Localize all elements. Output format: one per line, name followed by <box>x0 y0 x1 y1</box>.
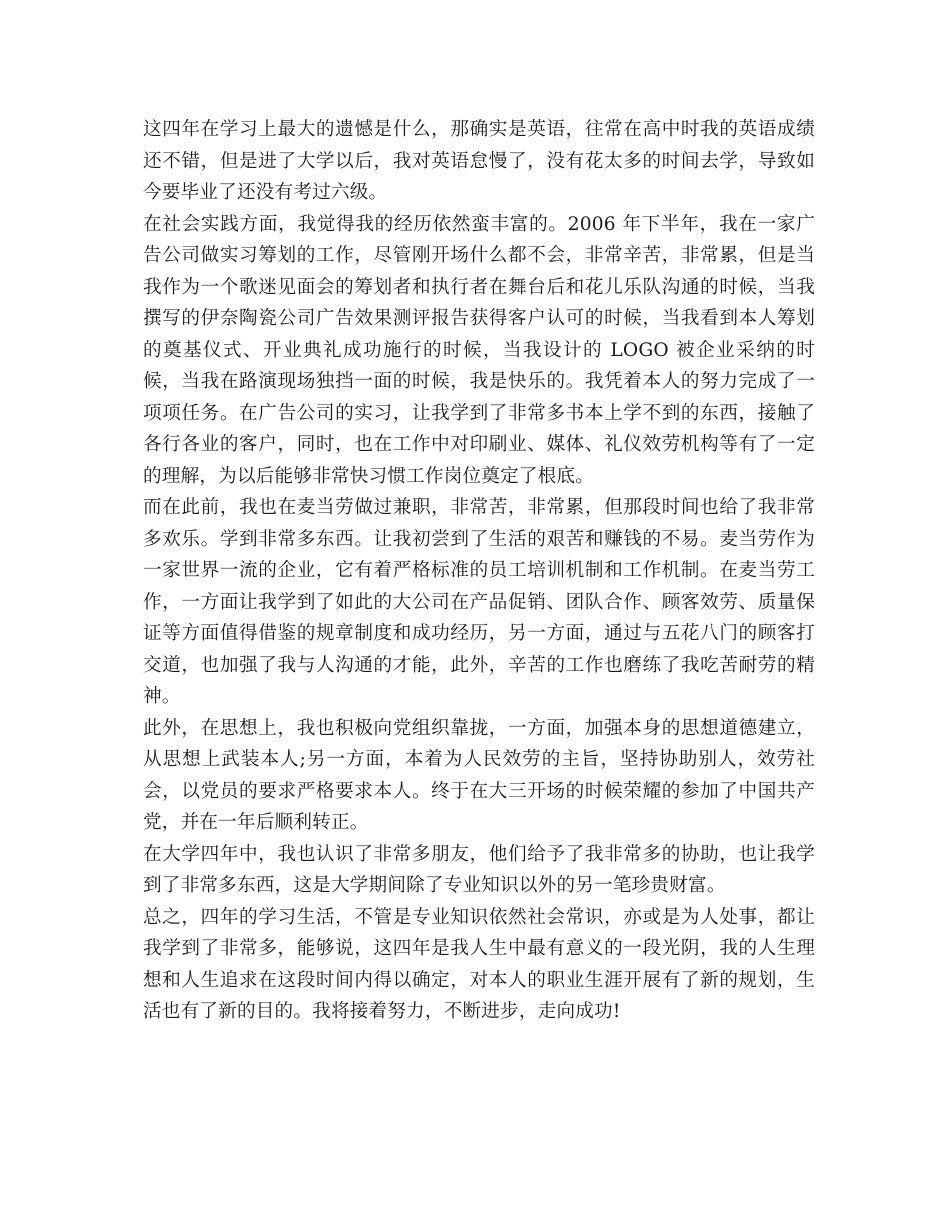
paragraph-social-practice: 在社会实践方面，我觉得我的经历依然蛮丰富的。2006 年下半年，我在一家广告公司做实习筹划的工作，尽管刚开场什么都不会，非常辛苦，非常累，但是当我作为一个歌迷见面会的筹划者和执行者在舞台后和花儿乐队沟通的时候，当我撰写的伊奈陶瓷公司广告效果测评报告获得客户认可的时候，当我看到本人筹划的奠基仪式、开业典礼成功施行的时候，当我设计的 LOGO 被企业采纳的时候，当我在路演现场独挡一面的时候，我是快乐的。我凭着本人的努力完成了一项项任务。在广告公司的实习，让我学到了非常多书本上学不到的东西，接触了各行各业的客户，同时，也在工作中对印刷业、媒体、礼仪效劳机构等有了一定的理解，为以后能够非常快习惯工作岗位奠定了根底。 <box>143 213 815 487</box>
paragraph-english-regret: 这四年在学习上最大的遗憾是什么，那确实是英语，往常在高中时我的英语成绩还不错，但是进了大学以后，我对英语怠慢了，没有花太多的时间去学，导致如今要毕业了还没有考过六级。 <box>143 119 815 203</box>
paragraph-ideology: 此外，在思想上，我也积极向党组织靠拢，一方面，加强本身的思想道德建立，从思想上武装本人;另一方面，本着为人民效劳的主旨，坚持协助别人，效劳社会，以党员的要求严格要求本人。终于在大三开场的时候荣耀的参加了中国共产党，并在一年后顺利转正。 <box>143 717 815 833</box>
paragraph-mcdonalds: 而在此前，我也在麦当劳做过兼职，非常苦，非常累，但那段时间也给了我非常多欢乐。学到非常多东西。让我初尝到了生活的艰苦和赚钱的不易。麦当劳作为一家世界一流的企业，它有着严格标准的员工培训机制和工作机制。在麦当劳工作，一方面让我学到了如此的大公司在产品促销、团队合作、顾客效劳、质量保证等方面值得借鉴的规章制度和成功经历，另一方面，通过与五花八门的顾客打交道，也加强了我与人沟通的才能，此外，辛苦的工作也磨练了我吃苦耐劳的精神。 <box>143 497 815 707</box>
paragraph-conclusion: 总之，四年的学习生活，不管是专业知识依然社会常识，亦或是为人处事，都让我学到了非常多，能够说，这四年是我人生中最有意义的一段光阴，我的人生理想和人生追求在这段时间内得以确定，对本人的职业生涯开展有了新的规划，生活也有了新的目的。我将接着努力，不断进步，走向成功! <box>143 906 815 1022</box>
document-body <box>143 114 815 1028</box>
paragraph-friends: 在大学四年中，我也认识了非常多朋友，他们给予了我非常多的协助，也让我学到了非常多东西，这是大学期间除了专业知识以外的另一笔珍贵财富。 <box>143 843 815 896</box>
